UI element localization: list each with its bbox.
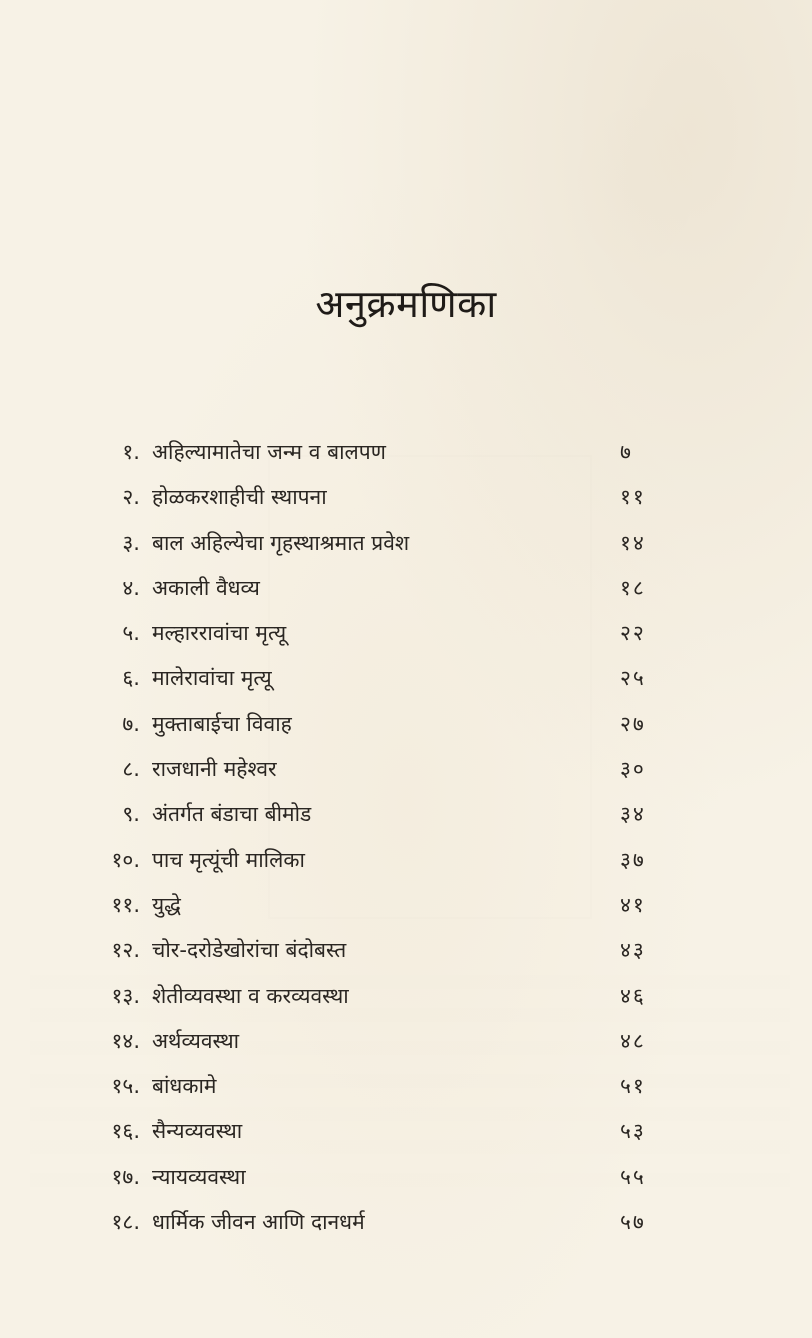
bleed-through-portrait bbox=[560, 85, 710, 285]
chapter-title: सैन्यव्यवस्था bbox=[152, 1119, 243, 1144]
chapter-number: १७. bbox=[111, 1164, 140, 1189]
toc-entry bbox=[0, 477, 812, 522]
chapter-title: राजधानी महेश्वर bbox=[152, 757, 277, 782]
chapter-number: १६. bbox=[111, 1119, 140, 1144]
chapter-number: १५. bbox=[111, 1074, 140, 1099]
toc-entry bbox=[0, 794, 812, 839]
toc-entry bbox=[0, 885, 812, 930]
toc-entry bbox=[0, 930, 812, 975]
chapter-title: युद्धे bbox=[152, 892, 181, 917]
page-number: ३० bbox=[620, 757, 646, 782]
chapter-number: ८. bbox=[122, 757, 140, 782]
toc-entry bbox=[0, 1157, 812, 1202]
page-number: ४८ bbox=[620, 1028, 646, 1053]
chapter-title: बांधकामे bbox=[152, 1074, 217, 1099]
toc-entry bbox=[0, 840, 812, 885]
chapter-title: मुक्ताबाईचा विवाह bbox=[152, 711, 292, 736]
chapter-title: अकाली वैधव्य bbox=[152, 575, 260, 600]
chapter-number: ५. bbox=[122, 621, 140, 646]
chapter-number: १३. bbox=[111, 983, 140, 1008]
chapter-number: १४. bbox=[111, 1028, 140, 1053]
toc-entry bbox=[0, 658, 812, 703]
page-number: १४ bbox=[620, 530, 646, 555]
toc-entry bbox=[0, 1111, 812, 1156]
page-number: २२ bbox=[620, 621, 646, 646]
chapter-title: पाच मृत्यूंची मालिका bbox=[152, 847, 305, 872]
page-number: ४६ bbox=[620, 983, 646, 1008]
toc-entry bbox=[0, 749, 812, 794]
chapter-title: बाल अहिल्येचा गृहस्थाश्रमात प्रवेश bbox=[152, 530, 410, 555]
chapter-title: अर्थव्यवस्था bbox=[152, 1028, 240, 1053]
page-number: ४३ bbox=[620, 938, 646, 963]
page-number: १८ bbox=[620, 575, 646, 600]
chapter-number: ६. bbox=[122, 666, 140, 691]
toc-entry bbox=[0, 1021, 812, 1066]
chapter-title: धार्मिक जीवन आणि दानधर्म bbox=[152, 1210, 365, 1235]
chapter-title: मल्हाररावांचा मृत्यू bbox=[152, 621, 287, 646]
page-number: ५५ bbox=[620, 1164, 646, 1189]
chapter-title: न्यायव्यवस्था bbox=[152, 1164, 246, 1189]
chapter-number: १८. bbox=[111, 1210, 140, 1235]
chapter-title: अंतर्गत बंडाचा बीमोड bbox=[152, 802, 312, 827]
toc-entry bbox=[0, 704, 812, 749]
chapter-number: १०. bbox=[111, 847, 140, 872]
chapter-title: चोर-दरोडेखोरांचा बंदोबस्त bbox=[152, 938, 347, 963]
page-number: ५३ bbox=[620, 1119, 646, 1144]
page-number: ३७ bbox=[620, 847, 646, 872]
toc-entry bbox=[0, 976, 812, 1021]
page-number: ४१ bbox=[620, 892, 646, 917]
page-number: ११ bbox=[620, 485, 646, 510]
chapter-number: २. bbox=[122, 485, 140, 510]
toc-entry bbox=[0, 568, 812, 613]
chapter-number: १२. bbox=[111, 938, 140, 963]
page-number: ७ bbox=[620, 440, 633, 464]
chapter-title: होळकरशाहीची स्थापना bbox=[152, 485, 327, 510]
table-of-contents bbox=[0, 432, 812, 1247]
chapter-title: मालेरावांचा मृत्यू bbox=[152, 666, 272, 691]
page-number: ५७ bbox=[620, 1210, 646, 1235]
page-number: २५ bbox=[620, 666, 646, 691]
chapter-number: ७. bbox=[122, 711, 140, 736]
page-title: अनुक्रमणिका bbox=[315, 282, 497, 327]
toc-entry bbox=[0, 613, 812, 658]
page-number: ५१ bbox=[620, 1074, 646, 1099]
chapter-number: ११. bbox=[111, 892, 140, 917]
toc-entry bbox=[0, 432, 812, 477]
chapter-number: ९. bbox=[122, 802, 140, 827]
chapter-title: अहिल्यामातेचा जन्म व बालपण bbox=[152, 440, 386, 464]
page-number: ३४ bbox=[620, 802, 646, 827]
chapter-number: ३. bbox=[122, 530, 140, 555]
toc-entry bbox=[0, 1202, 812, 1247]
toc-entry bbox=[0, 523, 812, 568]
toc-entry bbox=[0, 1066, 812, 1111]
page-number: २७ bbox=[620, 711, 646, 736]
chapter-title: शेतीव्यवस्था व करव्यवस्था bbox=[152, 983, 349, 1008]
chapter-number: ४. bbox=[122, 575, 140, 600]
chapter-number: १. bbox=[122, 440, 140, 464]
